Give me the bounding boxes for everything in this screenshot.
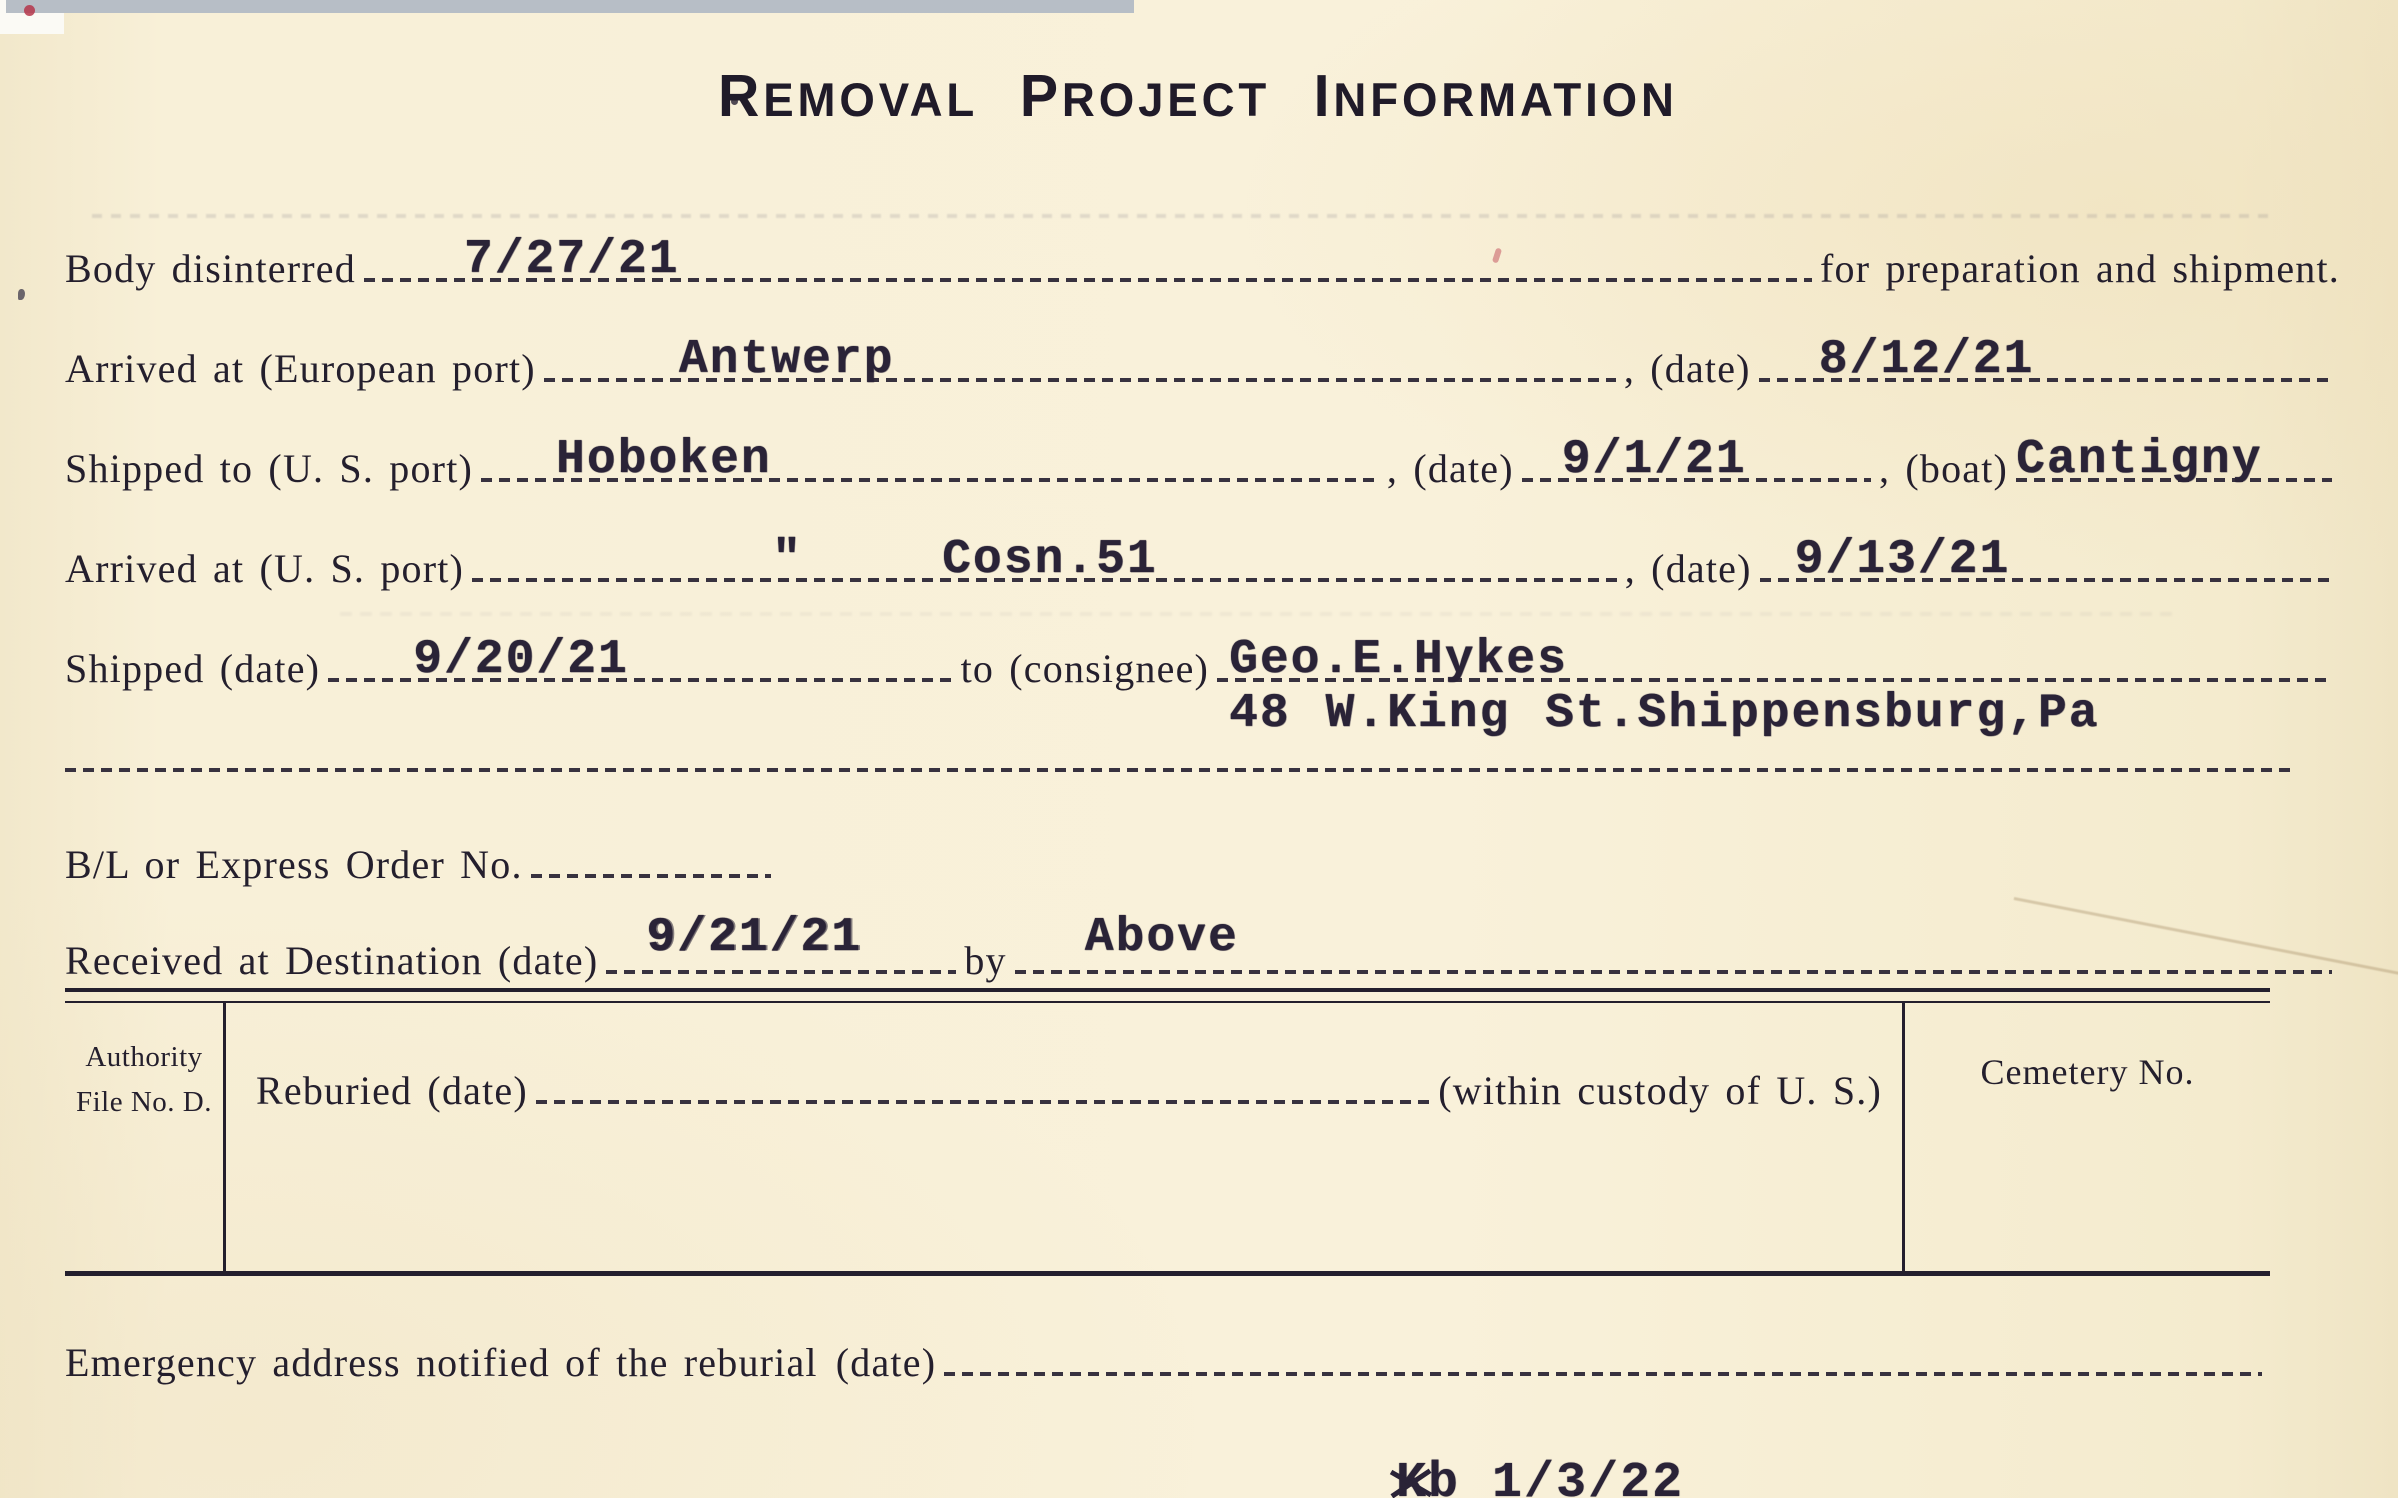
- consignee-name-value: Geo.E.Hykes: [1229, 632, 1568, 687]
- arrived-european-date-line: [1759, 332, 2332, 387]
- field-body-disinterred: [65, 232, 2340, 292]
- bleed-through-ghost-line: [92, 214, 2268, 218]
- body-disinterred-line: [364, 232, 1812, 287]
- body-disinterred-suffix: for preparation and shipment.: [1820, 246, 2340, 291]
- shipped-us-port-value: Hoboken: [556, 432, 772, 487]
- shipped-us-date-value: 9/1/21: [1561, 432, 1747, 487]
- arrived-european-port-line: [544, 332, 1616, 387]
- arrived-european-date-label: , (date): [1623, 346, 1751, 391]
- shipped-date-line: [328, 632, 952, 687]
- title-word: PROJECT: [1020, 63, 1271, 129]
- shipped-us-port-line: [481, 432, 1379, 487]
- overstruck-character: K: [1396, 1455, 1428, 1498]
- shipped-us-label: Shipped to (U. S. port): [65, 446, 474, 491]
- title-word: REMOVAL: [718, 63, 979, 129]
- cemetery-no-cell: [1905, 1001, 2270, 1271]
- received-by-line: [1015, 910, 2332, 974]
- shipped-us-date-line: [1522, 432, 1871, 487]
- received-label: Received at Destination (date): [65, 938, 599, 983]
- consignee-address-value: 48 W.King St.Shippensburg,Pa: [1229, 686, 2100, 741]
- field-shipped-to-us-port: [65, 432, 2340, 492]
- reburied-label: Reburied (date): [256, 1068, 528, 1113]
- reburied-cell: [226, 1001, 1905, 1271]
- authority-file-cell: [65, 1001, 226, 1271]
- reburial-table: [65, 1001, 2270, 1276]
- field-received-at-destination: [65, 910, 2340, 984]
- arrived-us-date-value: 9/13/21: [1794, 532, 2011, 587]
- separator-dashed-line: [65, 768, 2290, 772]
- consignee-line: [1217, 632, 2332, 741]
- shipped-us-boat-line: [2016, 432, 2332, 487]
- arrived-us-date-label: , (date): [1624, 546, 1752, 591]
- authority-line2: File No. D.: [76, 1085, 212, 1118]
- page-title: [0, 62, 2398, 130]
- field-shipped-consignee: [65, 632, 2340, 741]
- reburied-date-line: [536, 1100, 1430, 1104]
- title-word: INFORMATION: [1314, 63, 1679, 129]
- cemetery-no-label: Cemetery No.: [1980, 1052, 2195, 1092]
- stray-ink-mark: [18, 289, 25, 300]
- arrived-european-label: Arrived at (European port): [65, 346, 536, 391]
- arrived-us-port-line: [472, 532, 1617, 587]
- arrived-european-port-value: Antwerp: [678, 332, 895, 387]
- shipped-us-boat-value: Cantigny: [2016, 432, 2263, 487]
- consignee-label: to (consignee): [960, 646, 1210, 691]
- received-date-line: [606, 910, 956, 974]
- bottom-note-text: b 1/3/22: [1428, 1455, 1685, 1498]
- body-disinterred-label: Body disinterred: [65, 246, 356, 291]
- bleed-through-ghost-line: [340, 612, 2178, 616]
- arrived-us-label: Arrived at (U. S. port): [65, 546, 465, 591]
- bl-express-label: B/L or Express Order No.: [65, 842, 523, 887]
- custody-note: (within custody of U. S.): [1438, 1068, 1882, 1113]
- red-ink-speck: [24, 5, 35, 16]
- field-arrived-us-port: [65, 532, 2340, 592]
- shipped-date-label: Shipped (date): [65, 646, 321, 691]
- emergency-date-line: [944, 1372, 2262, 1376]
- received-date-value: 9/21/21: [646, 910, 862, 965]
- emergency-label: Emergency address notified of the reburial: [65, 1340, 818, 1385]
- shipped-us-boat-label: , (boat): [1878, 446, 2009, 491]
- field-bl-express-order: [65, 842, 2340, 888]
- received-by-value: Above: [1084, 910, 1239, 965]
- bottom-typed-note: [1268, 1398, 1684, 1498]
- scan-edge-strip: [6, 0, 1134, 13]
- authority-line1: Authority: [85, 1041, 203, 1073]
- field-emergency-address-notified: [65, 1340, 2270, 1386]
- field-reburied-date: [256, 1067, 1882, 1114]
- bl-express-line: [531, 874, 771, 878]
- shipped-date-value: 9/20/21: [413, 632, 629, 687]
- emergency-date-label: (date): [835, 1340, 937, 1385]
- field-arrived-european-port: [65, 332, 2340, 392]
- arrived-european-date-value: 8/12/21: [1818, 332, 2035, 387]
- received-by-label: by: [964, 938, 1007, 983]
- arrived-us-port-value: " Cosn.51: [772, 532, 1158, 587]
- body-disinterred-date-value: 7/27/21: [463, 232, 680, 287]
- arrived-us-date-line: [1760, 532, 2332, 587]
- shipped-us-date-label: , (date): [1386, 446, 1514, 491]
